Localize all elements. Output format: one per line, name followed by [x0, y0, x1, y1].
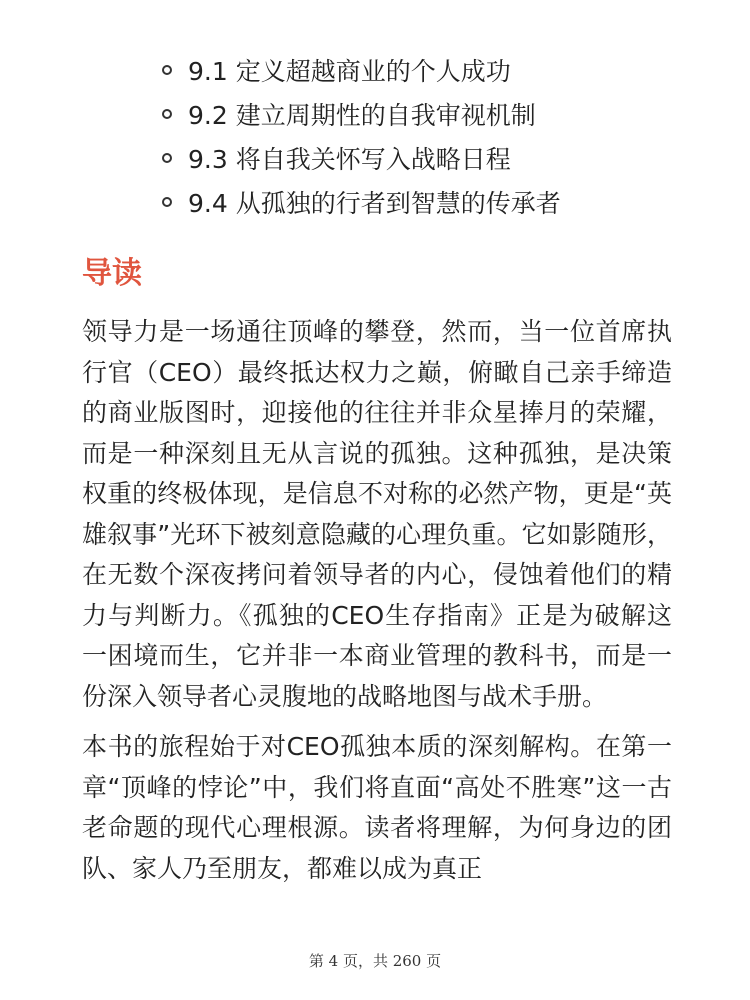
body-paragraph: 领导力是一场通往顶峰的攀登，然而，当一位首席执行官（CEO）最终抵达权力之巅，俯瞰自己亲手缔造的商业版图时，迎接他的往往并非众星捧月的荣耀，而是一种深刻且无从言说的孤独。这种孤独，是决策权重的终极体现，是信息不对称的必然产物，更是“英雄叙事”光环下被刻意隐藏的心理负重。它如影随形，在无数个深夜拷问着领导者的内心，侵蚀着他们的精力与判断力。《孤独的CEO生存指南》正是为破解这一困境而生，它并非一本商业管理的教科书，而是一份深入领导者心灵腹地的战略地图与战术手册。: [82, 317, 672, 711]
toc-item-label[interactable]: 9.2 建立周期性的自我审视机制: [188, 101, 536, 130]
toc-item-label[interactable]: 9.4 从孤独的行者到智慧的传承者: [188, 189, 561, 218]
hollow-circle-bullet-icon: [162, 109, 172, 119]
section-heading: 导读: [82, 256, 142, 291]
hollow-circle-bullet-icon: [162, 197, 172, 207]
toc-item[interactable]: [0, 182, 750, 226]
table-of-contents: [0, 50, 750, 226]
toc-item[interactable]: [0, 94, 750, 138]
toc-item-label[interactable]: 9.1 定义超越商业的个人成功: [188, 57, 511, 86]
hollow-circle-bullet-icon: [162, 65, 172, 75]
toc-item[interactable]: [0, 138, 750, 182]
toc-item-label[interactable]: 9.3 将自我关怀写入战略日程: [188, 145, 511, 174]
body-paragraph: 本书的旅程始于对CEO孤独本质的深刻解构。在第一章“顶峰的悖论”中，我们将直面“高处不胜寒”这一古老命题的现代心理根源。读者将理解，为何身边的团队、家人乃至朋友，都难以成为真正: [82, 732, 672, 883]
page-number-footer: 第 4 页，共 260 页: [308, 952, 442, 970]
hollow-circle-bullet-icon: [162, 153, 172, 163]
section-body: [82, 312, 672, 899]
toc-item[interactable]: [0, 50, 750, 94]
